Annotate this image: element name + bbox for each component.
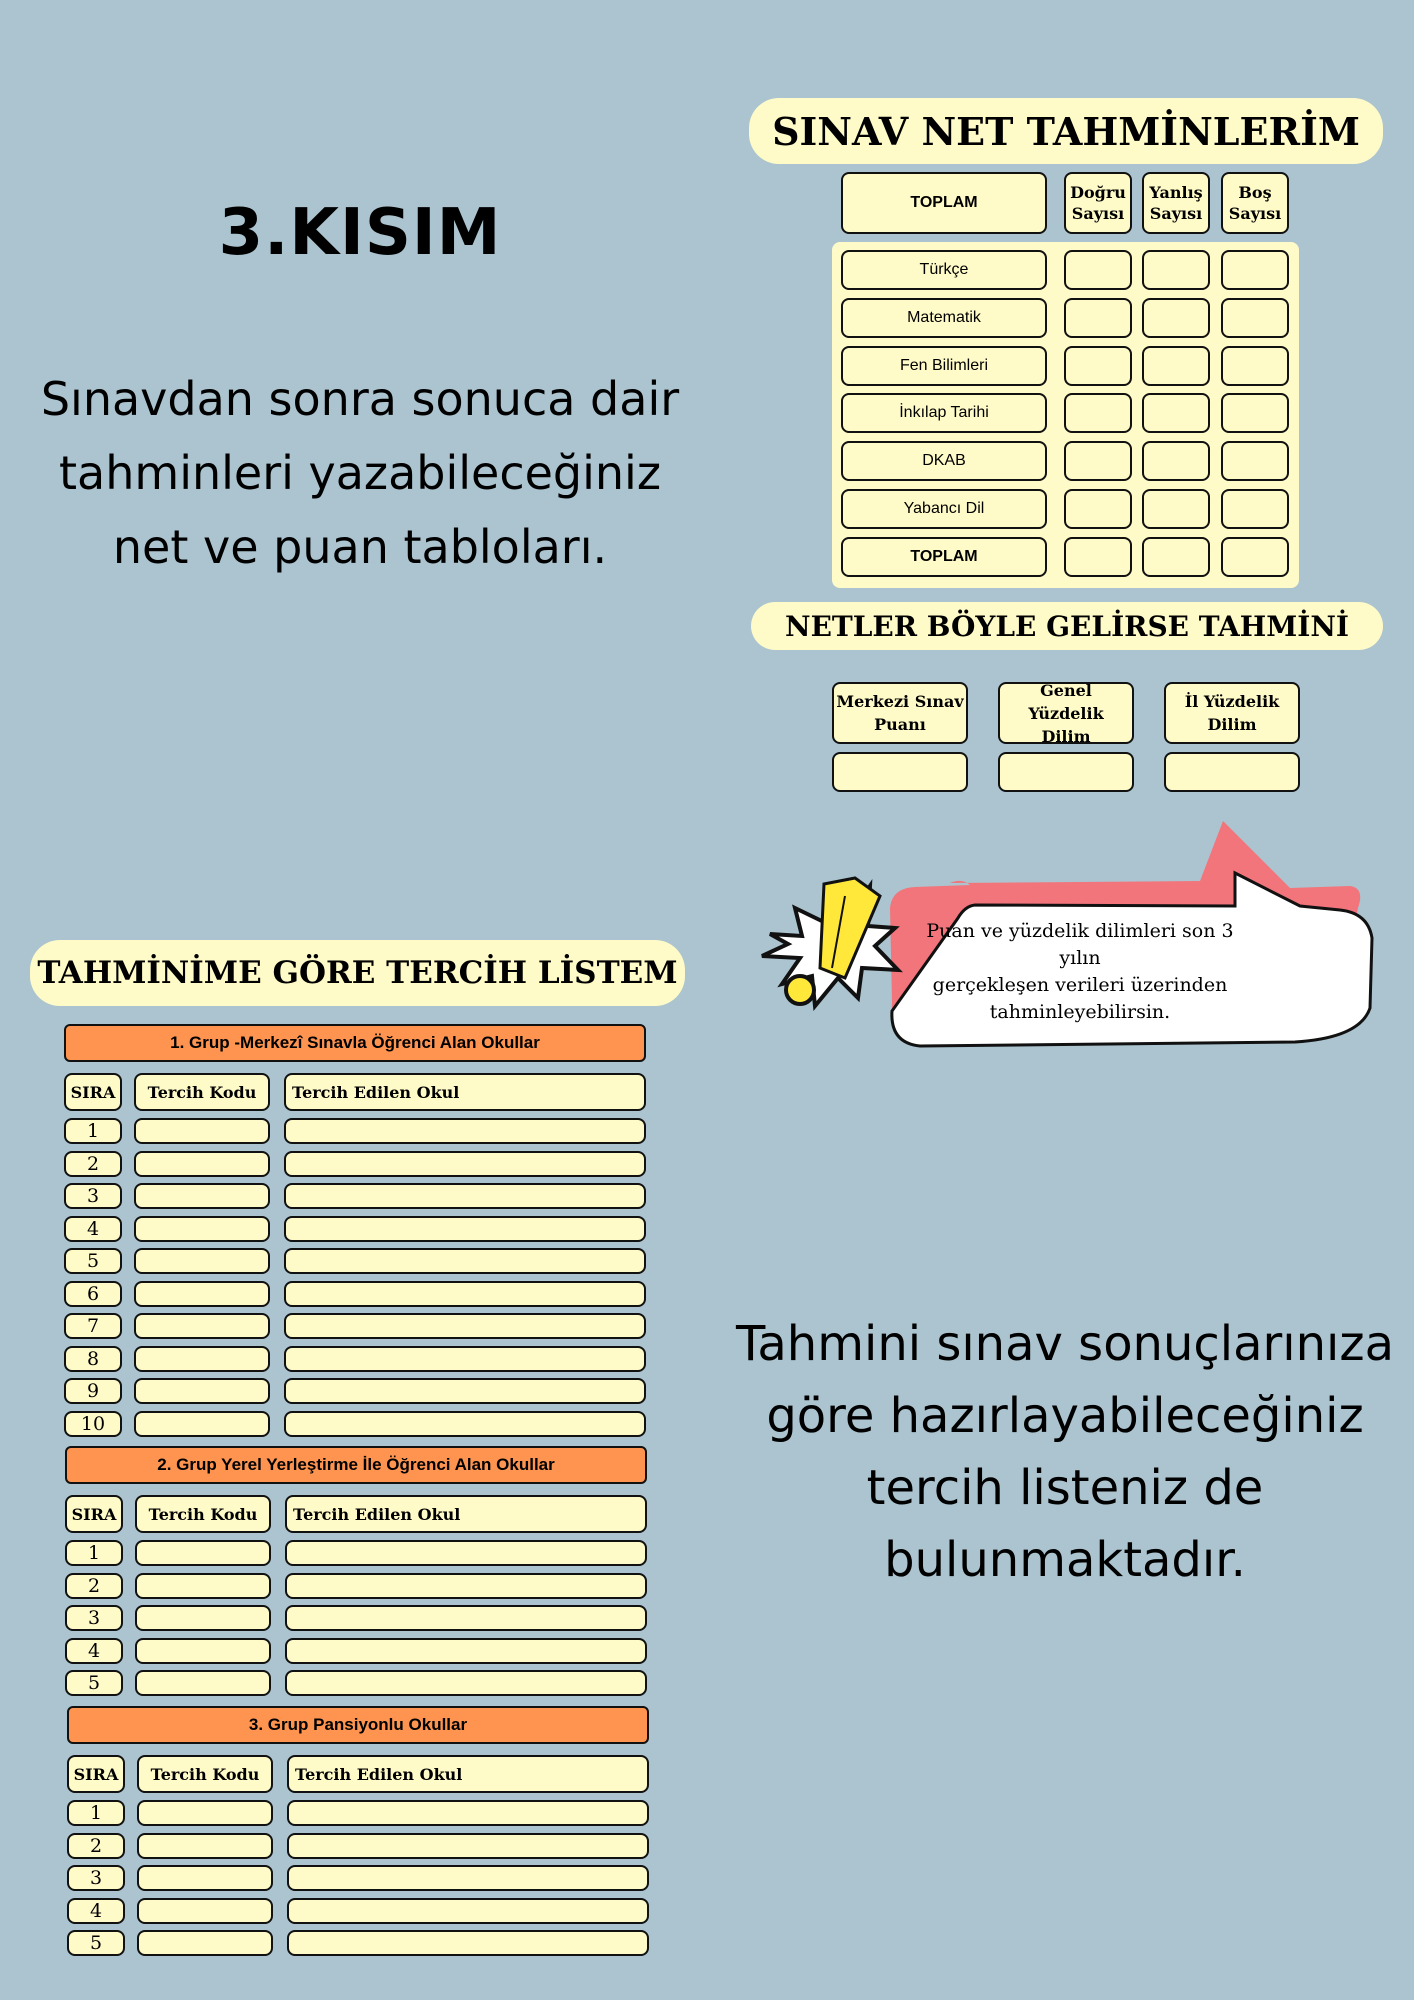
merkezi-puan-input[interactable] — [832, 752, 968, 792]
preference-school-input[interactable] — [285, 1670, 647, 1696]
preference-code-input[interactable] — [137, 1898, 273, 1924]
tercih-okul-header: Tercih Edilen Okul — [284, 1073, 646, 1111]
preference-code-input[interactable] — [137, 1833, 273, 1859]
correct-count-input[interactable] — [1064, 393, 1132, 433]
empty-count-input[interactable] — [1221, 393, 1289, 433]
preference-code-input[interactable] — [135, 1605, 271, 1631]
rank-number: 7 — [64, 1313, 122, 1339]
score-label-line: Genel Yüzdelik — [1028, 680, 1104, 723]
wrong-count-input[interactable] — [1142, 537, 1210, 577]
callout-line: gerçekleşen verileri üzerinden — [932, 974, 1228, 996]
rank-number: 2 — [65, 1573, 123, 1599]
score-label-line: Dilim — [1041, 726, 1091, 746]
preference-school-input[interactable] — [287, 1930, 649, 1956]
preference-code-input[interactable] — [135, 1670, 271, 1696]
intro-line: tahminleri yazabileceğiniz — [59, 446, 661, 500]
preference-code-input[interactable] — [137, 1930, 273, 1956]
col-header-empty — [1221, 172, 1289, 234]
preference-code-input[interactable] — [135, 1540, 271, 1566]
callout-text — [920, 918, 1240, 1026]
preference-code-input[interactable] — [135, 1638, 271, 1664]
preference-school-input[interactable] — [287, 1800, 649, 1826]
preference-code-input[interactable] — [137, 1865, 273, 1891]
net-table-title: SINAV NET TAHMİNLERİM — [749, 98, 1383, 164]
preference-school-input[interactable] — [285, 1540, 647, 1566]
col-header-correct — [1064, 172, 1132, 234]
rank-number: 3 — [64, 1183, 122, 1209]
rank-number: 4 — [67, 1898, 125, 1924]
il-yuzdelik-label — [1164, 682, 1300, 744]
empty-count-input[interactable] — [1221, 441, 1289, 481]
preference-school-input[interactable] — [287, 1833, 649, 1859]
correct-count-input[interactable] — [1064, 441, 1132, 481]
empty-count-input[interactable] — [1221, 346, 1289, 386]
col-header-line: Sayısı — [1228, 204, 1282, 223]
correct-count-input[interactable] — [1064, 346, 1132, 386]
genel-yuzdelik-label — [998, 682, 1134, 744]
rank-number: 2 — [67, 1833, 125, 1859]
preference-code-input[interactable] — [134, 1313, 270, 1339]
score-label-line: Merkezi Sınav — [836, 692, 964, 711]
wrong-count-input[interactable] — [1142, 298, 1210, 338]
wrong-count-input[interactable] — [1142, 441, 1210, 481]
empty-count-input[interactable] — [1221, 298, 1289, 338]
preference-code-input[interactable] — [134, 1151, 270, 1177]
preference-code-input[interactable] — [134, 1118, 270, 1144]
preference-school-input[interactable] — [284, 1346, 646, 1372]
group-header: 1. Grup -Merkezî Sınavla Öğrenci Alan Okullar — [64, 1024, 646, 1062]
wrong-count-input[interactable] — [1142, 489, 1210, 529]
il-yuzdelik-input[interactable] — [1164, 752, 1300, 792]
net-total-label: TOPLAM — [841, 537, 1047, 577]
tercih-kodu-header: Tercih Kodu — [135, 1495, 271, 1533]
subject-label: Matematik — [841, 298, 1047, 338]
preference-code-input[interactable] — [134, 1248, 270, 1274]
preference-school-input[interactable] — [284, 1183, 646, 1209]
wrong-count-input[interactable] — [1142, 250, 1210, 290]
rank-number: 3 — [65, 1605, 123, 1631]
group-header: 3. Grup Pansiyonlu Okullar — [67, 1706, 649, 1744]
preference-school-input[interactable] — [284, 1151, 646, 1177]
rank-number: 1 — [64, 1118, 122, 1144]
preference-list-title: TAHMİNİME GÖRE TERCİH LİSTEM — [30, 940, 685, 1006]
score-label-line: Dilim — [1207, 715, 1257, 734]
intro-line: Sınavdan sonra sonuca dair — [40, 372, 680, 426]
subject-label: Türkçe — [841, 250, 1047, 290]
empty-count-input[interactable] — [1221, 489, 1289, 529]
exclamation-burst-icon — [762, 878, 898, 1006]
section-title: 3.KISIM — [218, 196, 502, 270]
preference-code-input[interactable] — [134, 1346, 270, 1372]
genel-yuzdelik-input[interactable] — [998, 752, 1134, 792]
right-note-line: tercih listeniz de — [866, 1460, 1264, 1516]
callout-line: tahminleyebilirsin. — [989, 1001, 1171, 1023]
rank-number: 5 — [67, 1930, 125, 1956]
tercih-kodu-header: Tercih Kodu — [134, 1073, 270, 1111]
score-label-line: İl Yüzdelik — [1184, 692, 1280, 711]
rank-number: 10 — [64, 1411, 122, 1437]
right-note-line: bulunmaktadır. — [884, 1532, 1246, 1588]
subject-label: İnkılap Tarihi — [841, 393, 1047, 433]
preference-school-input[interactable] — [285, 1605, 647, 1631]
rank-number: 5 — [65, 1670, 123, 1696]
tercih-okul-header: Tercih Edilen Okul — [285, 1495, 647, 1533]
preference-school-input[interactable] — [284, 1216, 646, 1242]
net-header-total: TOPLAM — [841, 172, 1047, 234]
correct-count-input[interactable] — [1064, 298, 1132, 338]
empty-count-input[interactable] — [1221, 250, 1289, 290]
preference-school-input[interactable] — [284, 1378, 646, 1404]
preference-code-input[interactable] — [134, 1281, 270, 1307]
wrong-count-input[interactable] — [1142, 393, 1210, 433]
subject-label: Yabancı Dil — [841, 489, 1047, 529]
rank-number: 4 — [65, 1638, 123, 1664]
correct-count-input[interactable] — [1064, 250, 1132, 290]
preference-school-input[interactable] — [284, 1313, 646, 1339]
rank-number: 6 — [64, 1281, 122, 1307]
preference-school-input[interactable] — [284, 1411, 646, 1437]
rank-number: 1 — [65, 1540, 123, 1566]
col-header-wrong — [1142, 172, 1210, 234]
preference-code-input[interactable] — [134, 1378, 270, 1404]
rank-number: 1 — [67, 1800, 125, 1826]
rank-number: 2 — [64, 1151, 122, 1177]
subject-label: DKAB — [841, 441, 1047, 481]
preference-school-input[interactable] — [284, 1248, 646, 1274]
preference-school-input[interactable] — [287, 1898, 649, 1924]
merkezi-puan-label — [832, 682, 968, 744]
empty-count-input[interactable] — [1221, 537, 1289, 577]
right-note-line: Tahmini sınav sonuçlarınıza — [736, 1316, 1394, 1372]
rank-number: 8 — [64, 1346, 122, 1372]
preference-code-input[interactable] — [134, 1411, 270, 1437]
right-note — [730, 1308, 1400, 1596]
col-header-line: Boş — [1238, 183, 1272, 202]
col-header-line: Doğru — [1070, 183, 1126, 202]
subject-label: Fen Bilimleri — [841, 346, 1047, 386]
callout-line: Puan ve yüzdelik dilimleri son 3 yılın — [926, 920, 1234, 969]
rank-number: 4 — [64, 1216, 122, 1242]
preference-school-input[interactable] — [284, 1281, 646, 1307]
tercih-okul-header: Tercih Edilen Okul — [287, 1755, 649, 1793]
wrong-count-input[interactable] — [1142, 346, 1210, 386]
preference-school-input[interactable] — [285, 1638, 647, 1664]
preference-code-input[interactable] — [134, 1216, 270, 1242]
preference-school-input[interactable] — [284, 1118, 646, 1144]
preference-code-input[interactable] — [135, 1573, 271, 1599]
sira-header: SIRA — [64, 1073, 122, 1111]
preference-school-input[interactable] — [285, 1573, 647, 1599]
score-estimate-title: NETLER BÖYLE GELİRSE TAHMİNİ — [751, 602, 1383, 650]
col-header-line: Sayısı — [1149, 204, 1203, 223]
rank-number: 9 — [64, 1378, 122, 1404]
sira-header: SIRA — [67, 1755, 125, 1793]
rank-number: 5 — [64, 1248, 122, 1274]
preference-school-input[interactable] — [287, 1865, 649, 1891]
preference-code-input[interactable] — [134, 1183, 270, 1209]
sira-header: SIRA — [65, 1495, 123, 1533]
group-header: 2. Grup Yerel Yerleştirme İle Öğrenci Alan Okullar — [65, 1446, 647, 1484]
intro-description — [10, 362, 710, 584]
correct-count-input[interactable] — [1064, 537, 1132, 577]
col-header-line: Sayısı — [1071, 204, 1125, 223]
correct-count-input[interactable] — [1064, 489, 1132, 529]
preference-code-input[interactable] — [137, 1800, 273, 1826]
rank-number: 3 — [67, 1865, 125, 1891]
score-label-line: Puanı — [874, 715, 926, 734]
right-note-line: göre hazırlayabileceğiniz — [766, 1388, 1364, 1444]
intro-line: net ve puan tabloları. — [112, 520, 608, 574]
col-header-line: Yanlış — [1149, 183, 1203, 202]
tercih-kodu-header: Tercih Kodu — [137, 1755, 273, 1793]
